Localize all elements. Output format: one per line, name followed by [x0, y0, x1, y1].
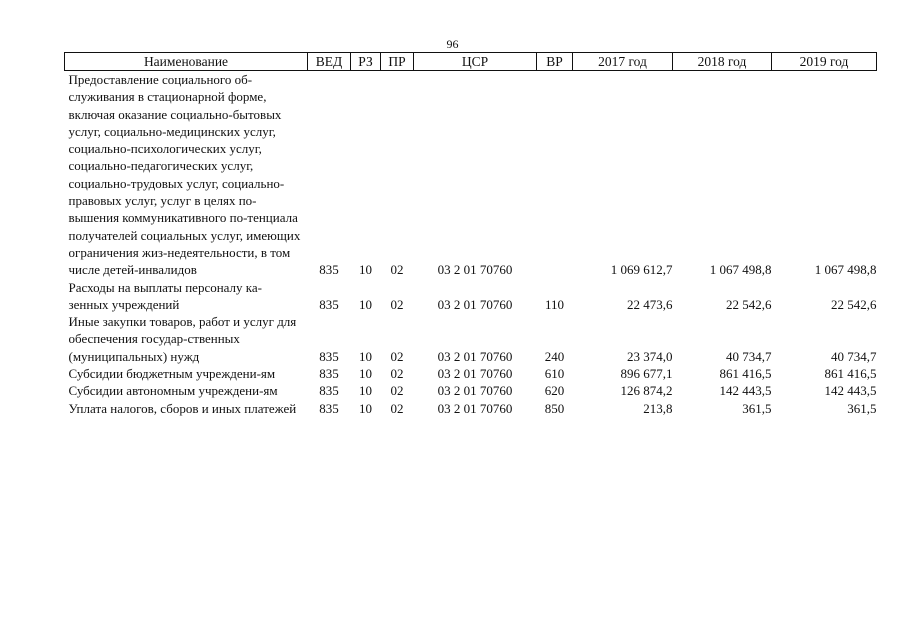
row-rz: 10 [359, 262, 372, 278]
table-row [65, 313, 877, 365]
row-vr: 850 [544, 400, 565, 416]
row-name: Субсидии автономным учреждени-ям [68, 383, 278, 399]
header-name: Наименование [65, 53, 308, 71]
row-pr: 02 [390, 262, 404, 278]
row-2018: 40 734,7 [726, 348, 772, 364]
header-2018: 2018 год [673, 53, 772, 71]
row-ved: 835 [319, 348, 339, 364]
header-2017: 2017 год [573, 53, 673, 71]
row-ved: 835 [319, 400, 339, 416]
table-row [65, 400, 877, 417]
row-2017: 896 677,1 [620, 366, 673, 382]
row-pr: 02 [390, 400, 404, 416]
header-csr: ЦСР [414, 53, 537, 71]
row-2017: 1 069 612,7 [610, 262, 673, 278]
row-2017: 22 473,6 [627, 296, 673, 312]
header-2019: 2019 год [772, 53, 877, 71]
row-rz: 10 [359, 383, 372, 399]
header-row [65, 53, 877, 71]
row-pr: 02 [390, 296, 404, 312]
row-ved: 835 [319, 366, 339, 382]
row-rz: 10 [359, 366, 372, 382]
row-2018: 142 443,5 [719, 383, 772, 399]
row-2019: 22 542,6 [831, 296, 877, 312]
row-pr: 02 [390, 366, 404, 382]
row-2018: 1 067 498,8 [709, 262, 772, 278]
row-2018: 22 542,6 [726, 296, 772, 312]
header-vr: ВР [537, 53, 573, 71]
row-vr: 620 [544, 383, 565, 399]
row-2019: 361,5 [847, 400, 877, 416]
row-vr: 610 [544, 366, 565, 382]
row-2018: 861 416,5 [719, 366, 772, 382]
table-row [65, 71, 877, 279]
header-rz: РЗ [351, 53, 381, 71]
row-2017: 213,8 [643, 400, 673, 416]
header-ved: ВЕД [308, 53, 351, 71]
row-rz: 10 [359, 296, 372, 312]
row-ved: 835 [319, 296, 339, 312]
row-vr [537, 71, 573, 279]
row-pr: 02 [390, 348, 404, 364]
row-pr: 02 [390, 383, 404, 399]
row-name: Предоставление социального об-служивания в стационарной форме, включая оказание социально-бытовых услуг, социально-медицинских услуг, социально-психологических услуг, социально-педагогических услуг, социально-трудовых услуг, социально-правовых услуг, услуг в целях по-вышения коммуникативного по-тенциала получателей социальных услуг, имеющих ограничения жиз-недеятельности, в том числе детей-инвалидов [68, 72, 301, 278]
table-row [65, 279, 877, 314]
row-csr: 03 2 01 70760 [437, 400, 513, 416]
row-csr: 03 2 01 70760 [437, 296, 513, 312]
row-ved: 835 [319, 383, 339, 399]
row-name: Расходы на выплаты персоналу ка-зенных учреждений [68, 279, 263, 312]
row-2017: 23 374,0 [627, 348, 673, 364]
row-2019: 40 734,7 [831, 348, 877, 364]
row-name: Иные закупки товаров, работ и услуг для обеспечения государ-ственных (муниципальных) нужд [68, 314, 297, 364]
table-row [65, 365, 877, 382]
row-vr: 240 [544, 348, 565, 364]
row-name: Уплата налогов, сборов и иных платежей [68, 400, 297, 416]
row-csr: 03 2 01 70760 [437, 262, 513, 278]
table-row [65, 382, 877, 399]
row-rz: 10 [359, 348, 372, 364]
row-csr: 03 2 01 70760 [437, 383, 513, 399]
row-csr: 03 2 01 70760 [437, 348, 513, 364]
row-name: Субсидии бюджетным учреждени-ям [68, 366, 276, 382]
row-2019: 861 416,5 [824, 366, 877, 382]
row-2019: 142 443,5 [824, 383, 877, 399]
row-2018: 361,5 [742, 400, 772, 416]
page-number: 96 [446, 37, 459, 51]
row-csr: 03 2 01 70760 [437, 366, 513, 382]
row-ved: 835 [319, 262, 339, 278]
row-vr: 110 [544, 296, 565, 312]
header-pr: ПР [381, 53, 414, 71]
row-rz: 10 [359, 400, 372, 416]
row-2017: 126 874,2 [620, 383, 673, 399]
row-2019: 1 067 498,8 [814, 262, 877, 278]
budget-table [64, 52, 877, 417]
